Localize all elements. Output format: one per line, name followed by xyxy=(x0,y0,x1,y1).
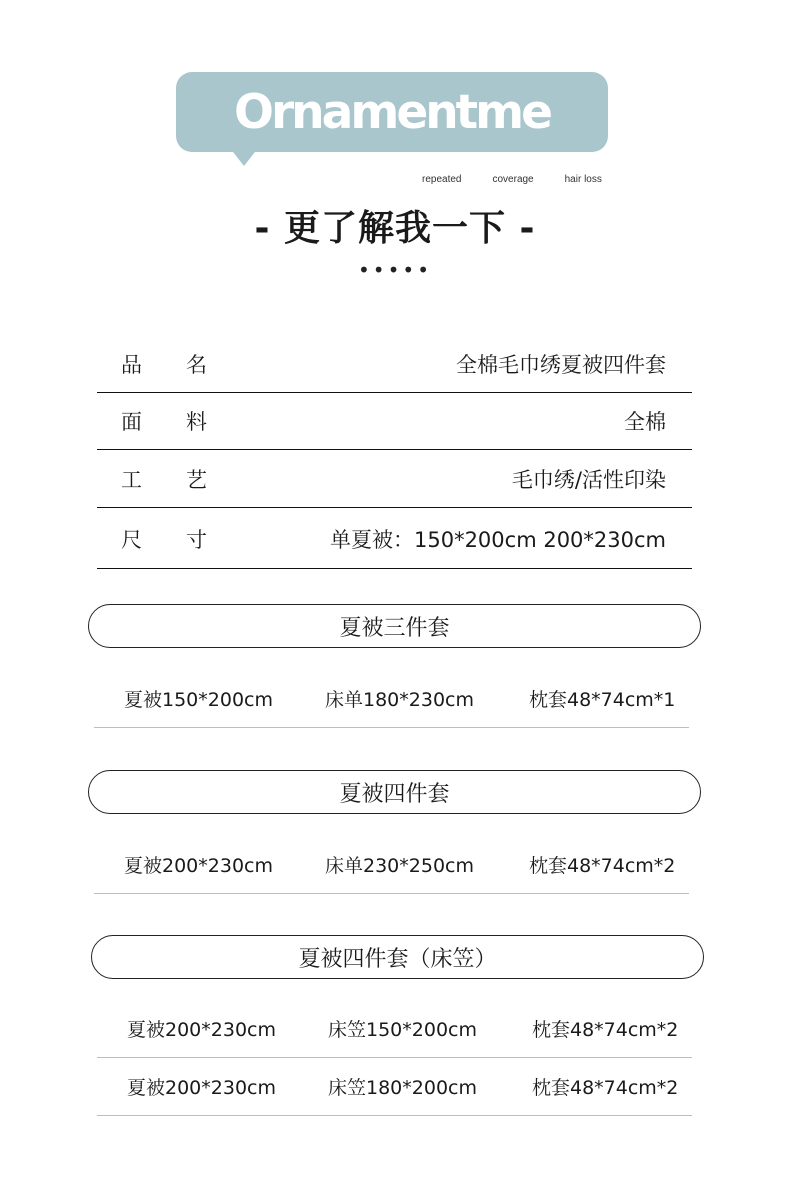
spec-label-char: 品 xyxy=(121,353,142,377)
spec-label xyxy=(121,336,207,392)
set-title-pill: 夏被四件套（床笠） xyxy=(91,935,704,979)
tag-coverage: coverage xyxy=(492,174,534,185)
spec-row-size xyxy=(97,509,692,569)
logo-bubble-tail xyxy=(230,148,258,166)
spec-value: 单夏被：150*200cm 200*230cm xyxy=(329,527,666,552)
set-row xyxy=(94,670,689,728)
set-cell-pillowcase: 枕套48*74cm*2 xyxy=(532,1077,679,1099)
set-cell-quilt: 夏被200*230cm xyxy=(124,855,273,877)
brand-tags xyxy=(422,174,622,185)
brand-logo xyxy=(176,72,608,152)
spec-value: 全棉毛巾绣夏被四件套 xyxy=(456,353,666,377)
spec-row-craft xyxy=(97,450,692,508)
set-cell-fitted-sheet: 床笠150*200cm xyxy=(328,1019,477,1041)
set-cell-sheet: 床单180*230cm xyxy=(325,689,474,711)
spec-label-char: 尺 xyxy=(121,527,142,552)
set-cell-quilt: 夏被150*200cm xyxy=(124,689,273,711)
spec-label-char: 工 xyxy=(121,467,142,492)
tag-repeated: repeated xyxy=(422,174,462,185)
set-title-pill: 夏被四件套 xyxy=(88,770,701,814)
heading-dots: ••••• xyxy=(358,258,432,282)
set-cell-sheet: 床单230*250cm xyxy=(325,855,474,877)
set-row xyxy=(97,1058,692,1116)
set-row xyxy=(97,1000,692,1058)
spec-label-char: 料 xyxy=(186,410,207,434)
spec-label-char: 面 xyxy=(121,410,142,434)
set-title-pill: 夏被三件套 xyxy=(88,604,701,648)
set-cell-pillowcase: 枕套48*74cm*2 xyxy=(529,855,676,877)
spec-value: 毛巾绣/活性印染 xyxy=(511,467,666,492)
spec-value: 全棉 xyxy=(624,410,666,434)
set-cell-quilt: 夏被200*230cm xyxy=(127,1019,276,1041)
spec-label xyxy=(121,393,207,449)
set-cell-quilt: 夏被200*230cm xyxy=(127,1077,276,1099)
spec-label xyxy=(121,509,207,568)
set-row xyxy=(94,836,689,894)
set-cell-pillowcase: 枕套48*74cm*2 xyxy=(532,1019,679,1041)
spec-row-name xyxy=(97,336,692,393)
spec-label-char: 名 xyxy=(186,353,207,377)
set-cell-fitted-sheet: 床笠180*200cm xyxy=(328,1077,477,1099)
brand-logo-text: Ornamentme xyxy=(234,84,550,140)
spec-row-material xyxy=(97,393,692,450)
tag-hair-loss: hair loss xyxy=(564,174,602,185)
set-cell-pillowcase: 枕套48*74cm*1 xyxy=(529,689,676,711)
section-heading: - 更了解我一下 - xyxy=(254,208,536,249)
spec-label-char: 寸 xyxy=(186,527,207,552)
spec-label-char: 艺 xyxy=(186,467,207,492)
spec-label xyxy=(121,450,207,507)
